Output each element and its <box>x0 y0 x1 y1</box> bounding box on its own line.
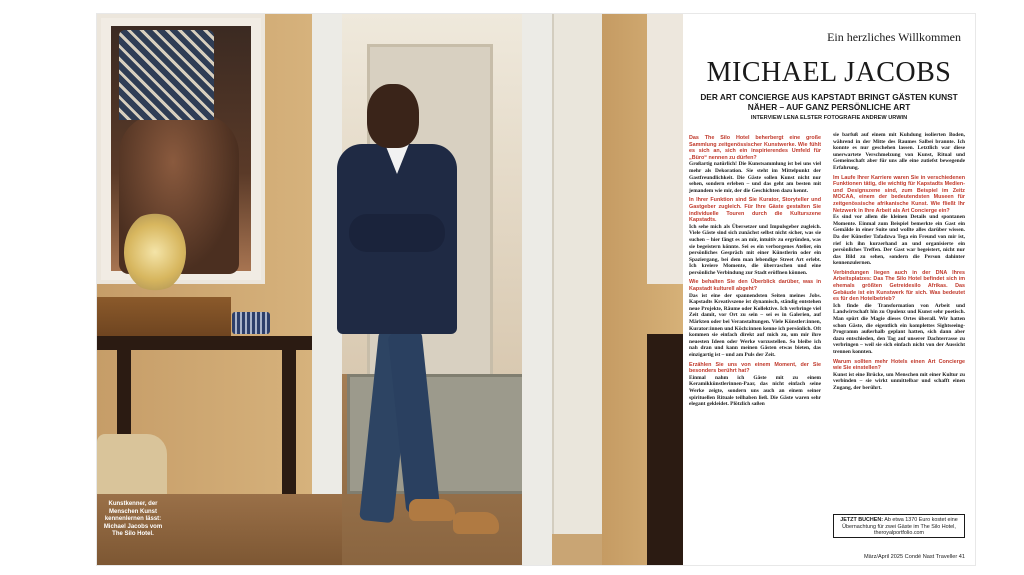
wooden-box <box>97 297 231 337</box>
text-page <box>683 14 975 565</box>
photo-caption: Kunstkenner, der Menschen Kunst kennenlernen lässt: Michael Jacobs vom The Silo Hotel. <box>103 501 163 537</box>
answer: Ich sehe mich als Übersetzer und Impulsgeber zugleich. Viele Gäste sind sich zunächst selbst nicht sicher, was sie suchen – hier fängt es an mir, intuitiv zu ergründen, was sie begeistern könnte. Sei es ein verborgenes Atelier, ein persönliches Gespräch mit einer Künstlerin oder ein Spaziergang, bei dem man lebendige Street Art erlebt. Ich kreiere Momente, die überraschen und eine persönliche Verbindung zur Stadt eröffnen können. <box>689 223 821 276</box>
magazine-spread <box>97 14 975 565</box>
headline: MICHAEL JACOBS <box>706 57 952 88</box>
question: Im Laufe Ihrer Karriere waren Sie in verschiedenen Funktionen tätig, die wichtig für Kapstadts Medien- und Designszene sind, zum Beispiel im Zeitz MOCAA, einem der bedeutendsten Museen für zeitgenössische afrikanische Kunst. Wie fließt Ihr Netzwerk in Ihre Arbeit als Art Concierge ein? <box>833 174 965 214</box>
answer: Es sind vor allem die kleinen Details und spontanen Momente. Einmal zum Beispiel bemerkte ein Gast ein Gemälde in einer Suite und wollte alles darüber wissen. Da der Künstler Tafadzwa Tega ein Freund von mir ist, rief ich ihn kurzerhand an und organisierte ein persönliches Treffen. Der Gast war begeistert, nicht nur das Bild zu sehen, sondern die Person dahinter kennenzulernen. <box>833 214 965 267</box>
portrait-photo <box>97 14 683 565</box>
booking-box <box>833 514 965 538</box>
question: Wie behalten Sie den Überblick darüber, was in Kapstadt kulturell abgeht? <box>689 279 821 293</box>
deck: DER ART CONCIERGE AUS KAPSTADT BRINGT GÄSTEN KUNST NÄHER – AUF GANZ PERSÖNLICHE ART <box>700 92 958 112</box>
answer: Das ist eine der spannendsten Seiten meines Jobs. Kapstadts Kreativszene ist dynamisch, ständig entstehen neue Projekte, Räume oder Kollektive. Ich verbringe viel Zeit damit, vor Ort zu sein – sei es in Galerien, auf Märkten oder bei Veranstaltungen. Viele Künstler:innen, Kurator:innen und Köch:innen kenne ich persönlich. Oft kommen sie einfach direkt auf mich zu, um mir ihre neuesten Ideen oder Werke vorzustellen. So bleibe ich nah dran und kann meinen Gästen etwas bieten, das einzigartig ist – und am Puls der Zeit. <box>689 292 821 358</box>
booking-text: Ab etwa 1370 Euro kostet eine Übernachtung für zwei Gäste im The Silo Hotel, theroyalportfolio.com <box>842 517 958 537</box>
glass-sculpture <box>124 212 186 292</box>
answer: sie barfuß auf einem mit Kuhdung isolierten Boden, während in der Mitte des Raumes Salbei brannte. Ich konnte es nur geschehen lassen. Letztlich war diese unerwartete Verschmelzung von Kunst, Ritual und Gemeinschaft aber für uns alle eine zutiefst bewegende Erfahrung. <box>833 132 965 171</box>
answer: Großartig natürlich! Die Kunstsammlung ist bei uns viel mehr als Dekoration. Sie steht im Mittelpunkt der Gastfreundlichkeit. Die Gäste sollen Kunst nicht nur sehen, sondern erleben – und das geht am besten mit jemandem wie mir, der die Geschichten dazu kennt. <box>689 161 821 194</box>
man-crossed-arms <box>349 214 445 252</box>
artwork-headwrap <box>119 30 214 120</box>
man-shoe <box>409 499 455 521</box>
booking-label: JETZT BUCHEN: <box>840 517 884 523</box>
side-table-right <box>647 334 683 565</box>
open-door <box>552 14 604 534</box>
section-kicker: Ein herzliches Willkommen <box>827 30 961 44</box>
answer: Ich finde die Transformation von Arbeit und Landwirtschaft hin zu Opulenz und Kunst sehr poetisch. Man spürt die Magie dieses Ortes überall. Wir hatten schon Gäste, die eigentlich ein komplettes Sightseeing-Programm außerhalb geplant hatten, sich dann aber dazu entschieden, den Tag auf unserer Dachterrasse zu verbringen – weil sie sich einfach nicht von der Aussicht trennen konnten. <box>833 302 965 355</box>
man-head <box>367 84 419 148</box>
console-table <box>97 336 312 350</box>
man-shoe <box>453 512 499 534</box>
question: Warum sollten mehr Hotels einen Art Concierge wie Sie einstellen? <box>833 358 965 372</box>
text-column-1 <box>689 132 821 408</box>
question: In Ihrer Funktion sind Sie Kurator, Storyteller und Gastgeber zugleich. Für Ihre Gäste gestalten Sie individuelle Touren durch die Kulturszene Kapstadts. <box>689 197 821 224</box>
answer: Kunst ist eine Brücke, um Menschen mit einer Kultur zu verbinden – sie wirkt unmittelbar und schafft einen Zugang, der berührt. <box>833 371 965 391</box>
woven-box <box>232 312 270 334</box>
question: Erzählen Sie uns von einem Moment, der Sie besonders berührt hat? <box>689 361 821 375</box>
question: Verbindungen liegen auch in der DNA Ihres Arbeitsplatzes: Das The Silo Hotel befindet sich im ehemals größten Getreidesilo Afrikas. Das Gebäude ist ein Kunstwerk für sich. Was bedeutet es für den Hotelbetrieb? <box>833 269 965 303</box>
answer: Einmal nahm ich Gäste mit zu einem Keramikkünstlerinnen-Paar, das nicht einfach seine Werke zeigte, sondern uns auch an einem seiner spirituellen Rituale teilhaben ließ. Die Gäste waren sehr elegant gekleidet. Plötzlich saßen <box>689 374 821 408</box>
framed-artwork-right <box>647 14 683 284</box>
page-footer: März/April 2025 Condé Nast Traveller 41 <box>863 554 965 560</box>
credits: INTERVIEW LENA ELSTER FOTOGRAFIE ANDREW URWIN <box>750 115 908 121</box>
door-frame-right <box>522 14 552 565</box>
question: Das The Silo Hotel beherbergt eine große Sammlung zeitgenössischer Kunstwerke. Wie fühlt es sich an, sich ein inspirierendes Umfeld für „Büro“ nennen zu dürfen? <box>689 135 821 161</box>
text-column-2 <box>833 132 965 392</box>
